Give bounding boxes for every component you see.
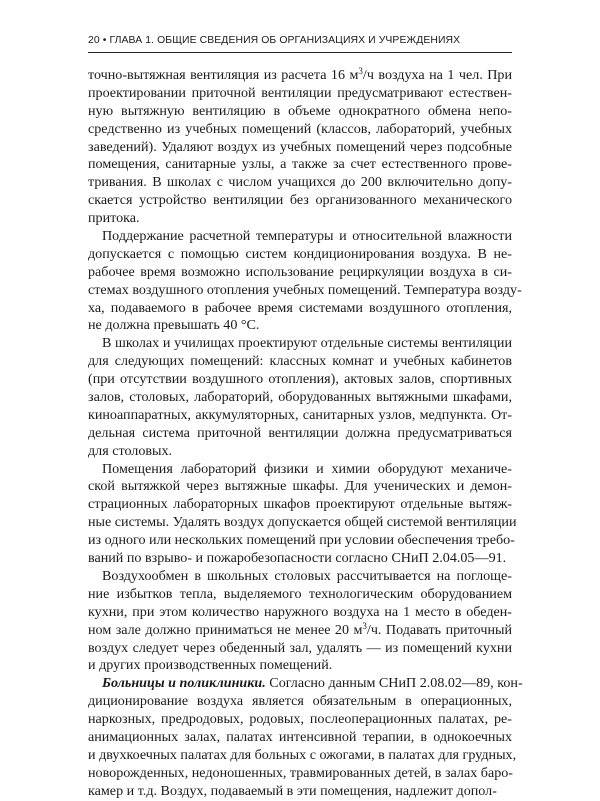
text-line: дельная система приточной вентиляции должна предусматриваться <box>88 424 512 441</box>
paragraph <box>88 568 512 675</box>
text-line: кухни, при этом количество наружного воздуха на 1 место в обеден- <box>88 603 512 620</box>
text-line: рабочее время возможно использование рециркуляции воздуха в си- <box>88 263 512 280</box>
text-line: для следующих помещений: классных комнат и учебных кабинетов <box>88 353 512 370</box>
text-line: диционирование воздуха является обязательным в операционных, <box>88 693 512 710</box>
superscript: 3 <box>358 66 363 76</box>
text-fragment: /ч воздуха на 1 чел. При <box>362 67 512 83</box>
header-rule <box>88 52 512 53</box>
text-line: камер и т.д. Воздух, подаваемый в эти помещения, надлежит допол- <box>88 782 497 799</box>
text-line <box>88 622 512 640</box>
paragraph <box>88 335 512 460</box>
text-line: ха, подаваемого в рабочее время системами воздушного отопления, <box>88 299 512 316</box>
text-line: ные системы. Удалять воздух допускается общей системой вентиляции <box>88 514 517 531</box>
text-line: и двухкоечных палатах для больных с ожогами, в палатах для грудных, <box>88 746 517 763</box>
text-line: ваний по взрыво- и пожаробезопасности согласно СНиП 2.04.05—91. <box>88 550 507 567</box>
paragraph <box>88 460 517 568</box>
text-line: заведений). Удаляют воздух из учебных помещений через подсобные <box>88 138 512 155</box>
text-line: не должна превышать 40 °С. <box>88 317 260 334</box>
text-line: Поддержание расчетной температуры и относительной влажности <box>102 228 512 245</box>
text-fragment: точно-вытяжная вентиляция из расчета 16 м <box>88 67 359 83</box>
text-line: притока. <box>88 210 140 227</box>
text-line: залов, столовых, лабораторий, оборудованных вытяжными шкафами, <box>88 389 512 406</box>
text-line: В школах и училищах проектируют отдельные системы вентиляции <box>102 335 512 352</box>
superscript: 3 <box>362 620 367 631</box>
text-line: помещения, санитарные узлы, а также за счет естественного прове- <box>88 156 512 173</box>
paragraph <box>88 67 512 228</box>
body-text <box>88 66 523 801</box>
text-line: Помещения лабораторий физики и химии оборудуют механиче- <box>102 460 512 477</box>
text-line <box>88 675 523 693</box>
text-line: скается устройство вентиляции без организованного механического <box>88 192 512 209</box>
text-line: для столовых. <box>88 442 173 459</box>
text-line: (при отсутствии воздушного отопления), актовых залов, спортивных <box>88 371 512 388</box>
text-line: страционных лабораторных шкафов проектируют отдельные вытяж- <box>88 496 512 513</box>
text-line: допускается с помощью систем кондиционирования воздуха. В не- <box>88 245 512 262</box>
paragraph <box>88 228 522 335</box>
text-line: наркозных, предродовых, родовых, послеоперационных палатах, ре- <box>88 711 512 728</box>
text-fragment: /ч. Подавать приточный <box>366 621 512 638</box>
text-line: ную вытяжную вентиляцию в объеме однократного обмена непо- <box>88 102 512 119</box>
text-line: средственно из учебных помещений (классов, лабораторий, учебных <box>88 120 512 137</box>
book-page <box>88 34 523 801</box>
text-line: Воздухообмен в школьных столовых рассчитывается на поглоще- <box>102 567 512 584</box>
text-line: новорожденных, недоношенных, травмированных детей, в залах баро- <box>88 764 514 781</box>
text-line: и других производственных помещений. <box>88 657 333 674</box>
text-fragment: Согласно данным СНиП 2.08.02—89, кон- <box>265 675 523 692</box>
text-line <box>88 67 512 85</box>
section-run-in-heading: Больницы и поликлиники. <box>102 675 266 692</box>
text-line: проектировании приточной вентиляции предусматривают естествен- <box>88 84 512 101</box>
text-line: из одного или нескольких помещений при условии обеспечения требо- <box>88 532 515 549</box>
text-line: тривания. В школах с числом учащихся до 200 включительно допу- <box>88 174 512 191</box>
text-line: стемах воздушного отопления учебных помещений. Температура возду- <box>88 281 522 298</box>
running-head: 20 • ГЛАВА 1. ОБЩИЕ СВЕДЕНИЯ ОБ ОРГАНИЗАЦИЯХ И УЧРЕЖДЕНИЯХ <box>88 35 461 46</box>
text-line: ской вытяжкой через вытяжные шкафы. Для ученических и демон- <box>88 478 512 495</box>
text-line: киноаппаратных, аккумуляторных, санитарных узлов, медпункта. От- <box>88 406 512 423</box>
text-fragment: ном зале должно приниматься не менее 20 м <box>88 621 363 638</box>
text-line: ние избытков тепла, выделяемого технологическим оборудованием <box>88 585 512 602</box>
text-line: анимационных залах, палатах интенсивной терапии, в однокоечных <box>88 728 512 745</box>
text-line: воздух следует через обеденный зал, удалять — из помещений кухни <box>88 639 512 656</box>
paragraph <box>88 675 523 800</box>
